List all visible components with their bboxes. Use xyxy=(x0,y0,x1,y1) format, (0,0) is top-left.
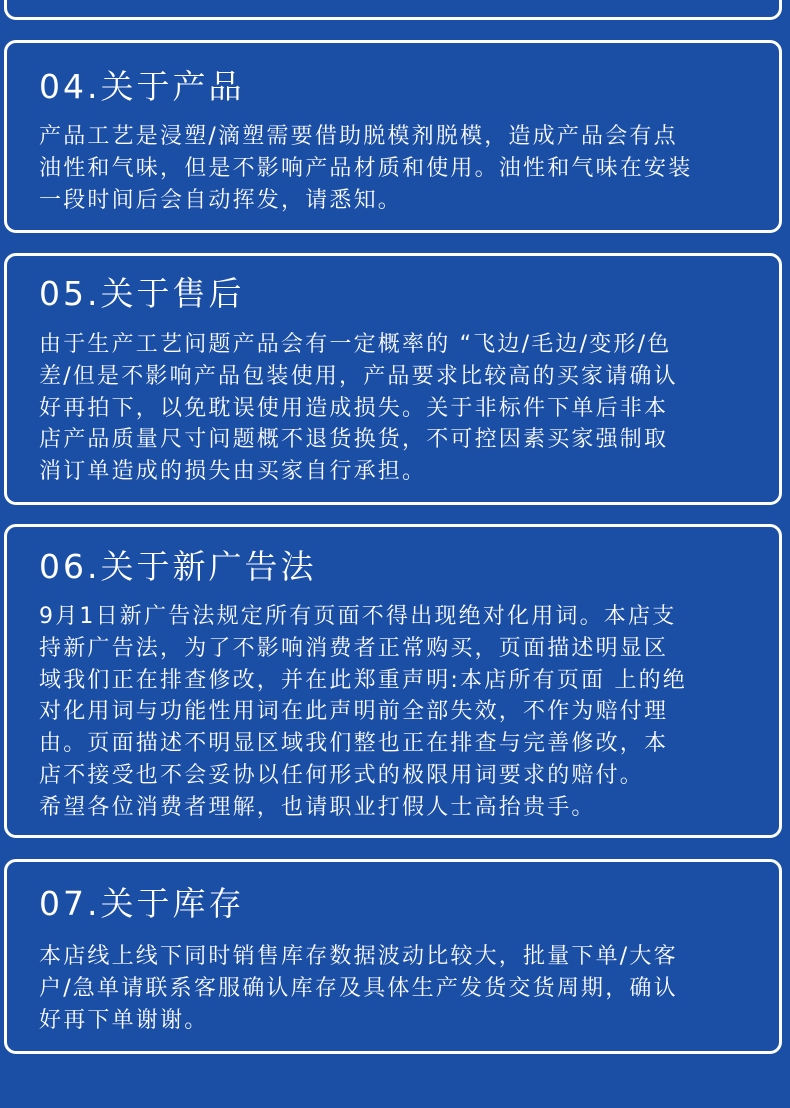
body-line: 差/但是不影响产品包装使用，产品要求比较高的买家请确认 xyxy=(39,363,678,389)
body-line: 油性和气味，但是不影响产品材质和使用。油性和气味在安装 xyxy=(39,155,693,181)
body-line: 一段时间后会自动挥发，请悉知。 xyxy=(39,187,403,213)
body-line: 对化用词与功能性用词在此声明前全部失效，不作为赔付理 xyxy=(39,699,669,725)
section-product-panel xyxy=(4,40,782,233)
section-aftersales-panel xyxy=(4,253,782,505)
previous-section-panel xyxy=(4,0,782,20)
section-title: 07.关于库存 xyxy=(39,884,245,923)
section-title: 04.关于产品 xyxy=(39,67,245,106)
section-body xyxy=(39,329,771,488)
section-body xyxy=(39,941,771,1036)
body-line: 域我们正在排查修改，并在此郑重声明:本店所有页面 上的绝 xyxy=(39,667,688,693)
body-line: 好再拍下，以免耽误使用造成损失。关于非标件下单后非本 xyxy=(39,395,669,421)
section-body xyxy=(39,601,771,824)
body-line: 由于生产工艺问题产品会有一定概率的 “飞边/毛边/变形/色 xyxy=(39,332,672,357)
section-advertising-law-panel xyxy=(4,524,782,838)
body-line: 店不接受也不会妥协以任何形式的极限用词要求的赔付。 xyxy=(39,762,645,788)
body-line: 持新广告法，为了不影响消费者正常购买，页面描述明显区 xyxy=(39,635,669,661)
body-line: 店产品质量尺寸问题概不退货换货，不可控因素买家强制取 xyxy=(39,427,669,453)
body-line: 本店线上线下同时销售库存数据波动比较大，批量下单/大客 xyxy=(39,944,678,969)
body-line: 户/急单请联系客服确认库存及具体生产发货交货周期，确认 xyxy=(39,975,678,1001)
section-title: 06.关于新广告法 xyxy=(39,547,317,586)
body-line: 好再下单谢谢。 xyxy=(39,1007,209,1033)
section-body xyxy=(39,121,771,216)
body-line: 由。页面描述不明显区域我们整也正在排查与完善修改，本 xyxy=(39,731,669,757)
body-line: 消订单造成的损失由买家自行承担。 xyxy=(39,459,427,485)
section-inventory-panel xyxy=(4,859,782,1054)
body-line: 产品工艺是浸塑/滴塑需要借助脱模剂脱模，造成产品会有点 xyxy=(39,124,678,149)
body-line: 9月1日新广告法规定所有页面不得出现绝对化用词。本店支 xyxy=(39,604,677,629)
body-line: 希望各位消费者理解，也请职业打假人士高抬贵手。 xyxy=(39,794,596,820)
section-title: 05.关于售后 xyxy=(39,274,245,313)
